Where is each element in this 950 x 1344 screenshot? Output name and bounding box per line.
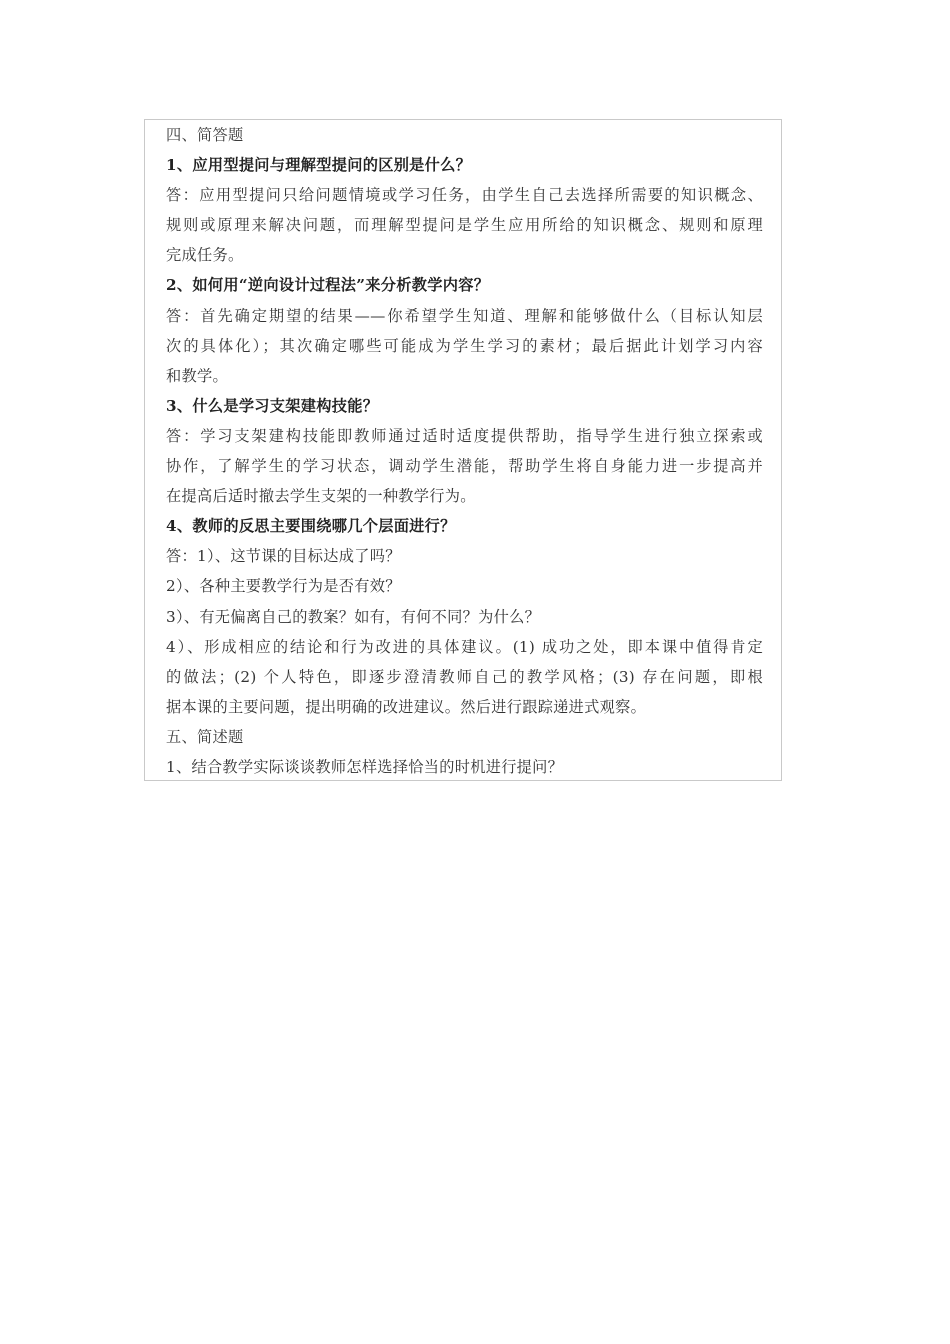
answer-line: 答：应用型提问只给问题情境或学习任务，由学生自己去选择所需要的知识概念、 — [166, 186, 763, 205]
answer-line: 答：首先确定期望的结果——你希望学生知道、理解和能够做什么（目标认知层 — [166, 306, 763, 325]
answer-line: 据本课的主要问题，提出明确的改进建议。然后进行跟踪递进式观察。 — [166, 697, 647, 716]
answer-line: 的做法；(2) 个人特色，即逐步澄清教师自己的教学风格；(3) 存在问题，即根 — [166, 667, 763, 686]
question-heading: 3、什么是学习支架建构技能？ — [166, 396, 379, 415]
answer-line: 规则或原理来解决问题，而理解型提问是学生应用所给的知识概念、规则和原理 — [166, 216, 763, 235]
answer-line: 3）、有无偏离自己的教案？如有，有何不同？为什么？ — [166, 607, 541, 626]
answer-line: 和教学。 — [166, 366, 228, 385]
section-heading: 四、简答题 — [166, 126, 244, 144]
section-heading: 五、简述题 — [166, 727, 244, 746]
answer-line: 协作，了解学生的学习状态，调动学生潜能，帮助学生将自身能力进一步提高并 — [166, 457, 763, 476]
question-heading: 2、如何用“逆向设计过程法”来分析教学内容？ — [166, 276, 490, 295]
answer-line: 答：学习支架建构技能即教师通过适时适度提供帮助，指导学生进行独立探索或 — [166, 426, 763, 445]
essay-question: 1、结合教学实际谈谈教师怎样选择恰当的时机进行提问？ — [166, 757, 564, 776]
answer-line: 2）、各种主要教学行为是否有效？ — [166, 577, 401, 596]
document-content-box — [144, 119, 782, 781]
answer-line: 次的具体化）；其次确定哪些可能成为学生学习的素材；最后据此计划学习内容 — [166, 336, 763, 355]
question-heading: 4、教师的反思主要围绕哪几个层面进行？ — [166, 517, 456, 536]
answer-line: 答：1）、这节课的目标达成了吗？ — [166, 547, 401, 566]
answer-line: 在提高后适时撤去学生支架的一种教学行为。 — [166, 487, 476, 506]
answer-line: 完成任务。 — [166, 246, 244, 265]
question-heading: 1、应用型提问与理解型提问的区别是什么？ — [166, 156, 472, 175]
answer-line: 4）、形成相应的结论和行为改进的具体建议。(1) 成功之处，即本课中值得肯定 — [166, 637, 763, 656]
